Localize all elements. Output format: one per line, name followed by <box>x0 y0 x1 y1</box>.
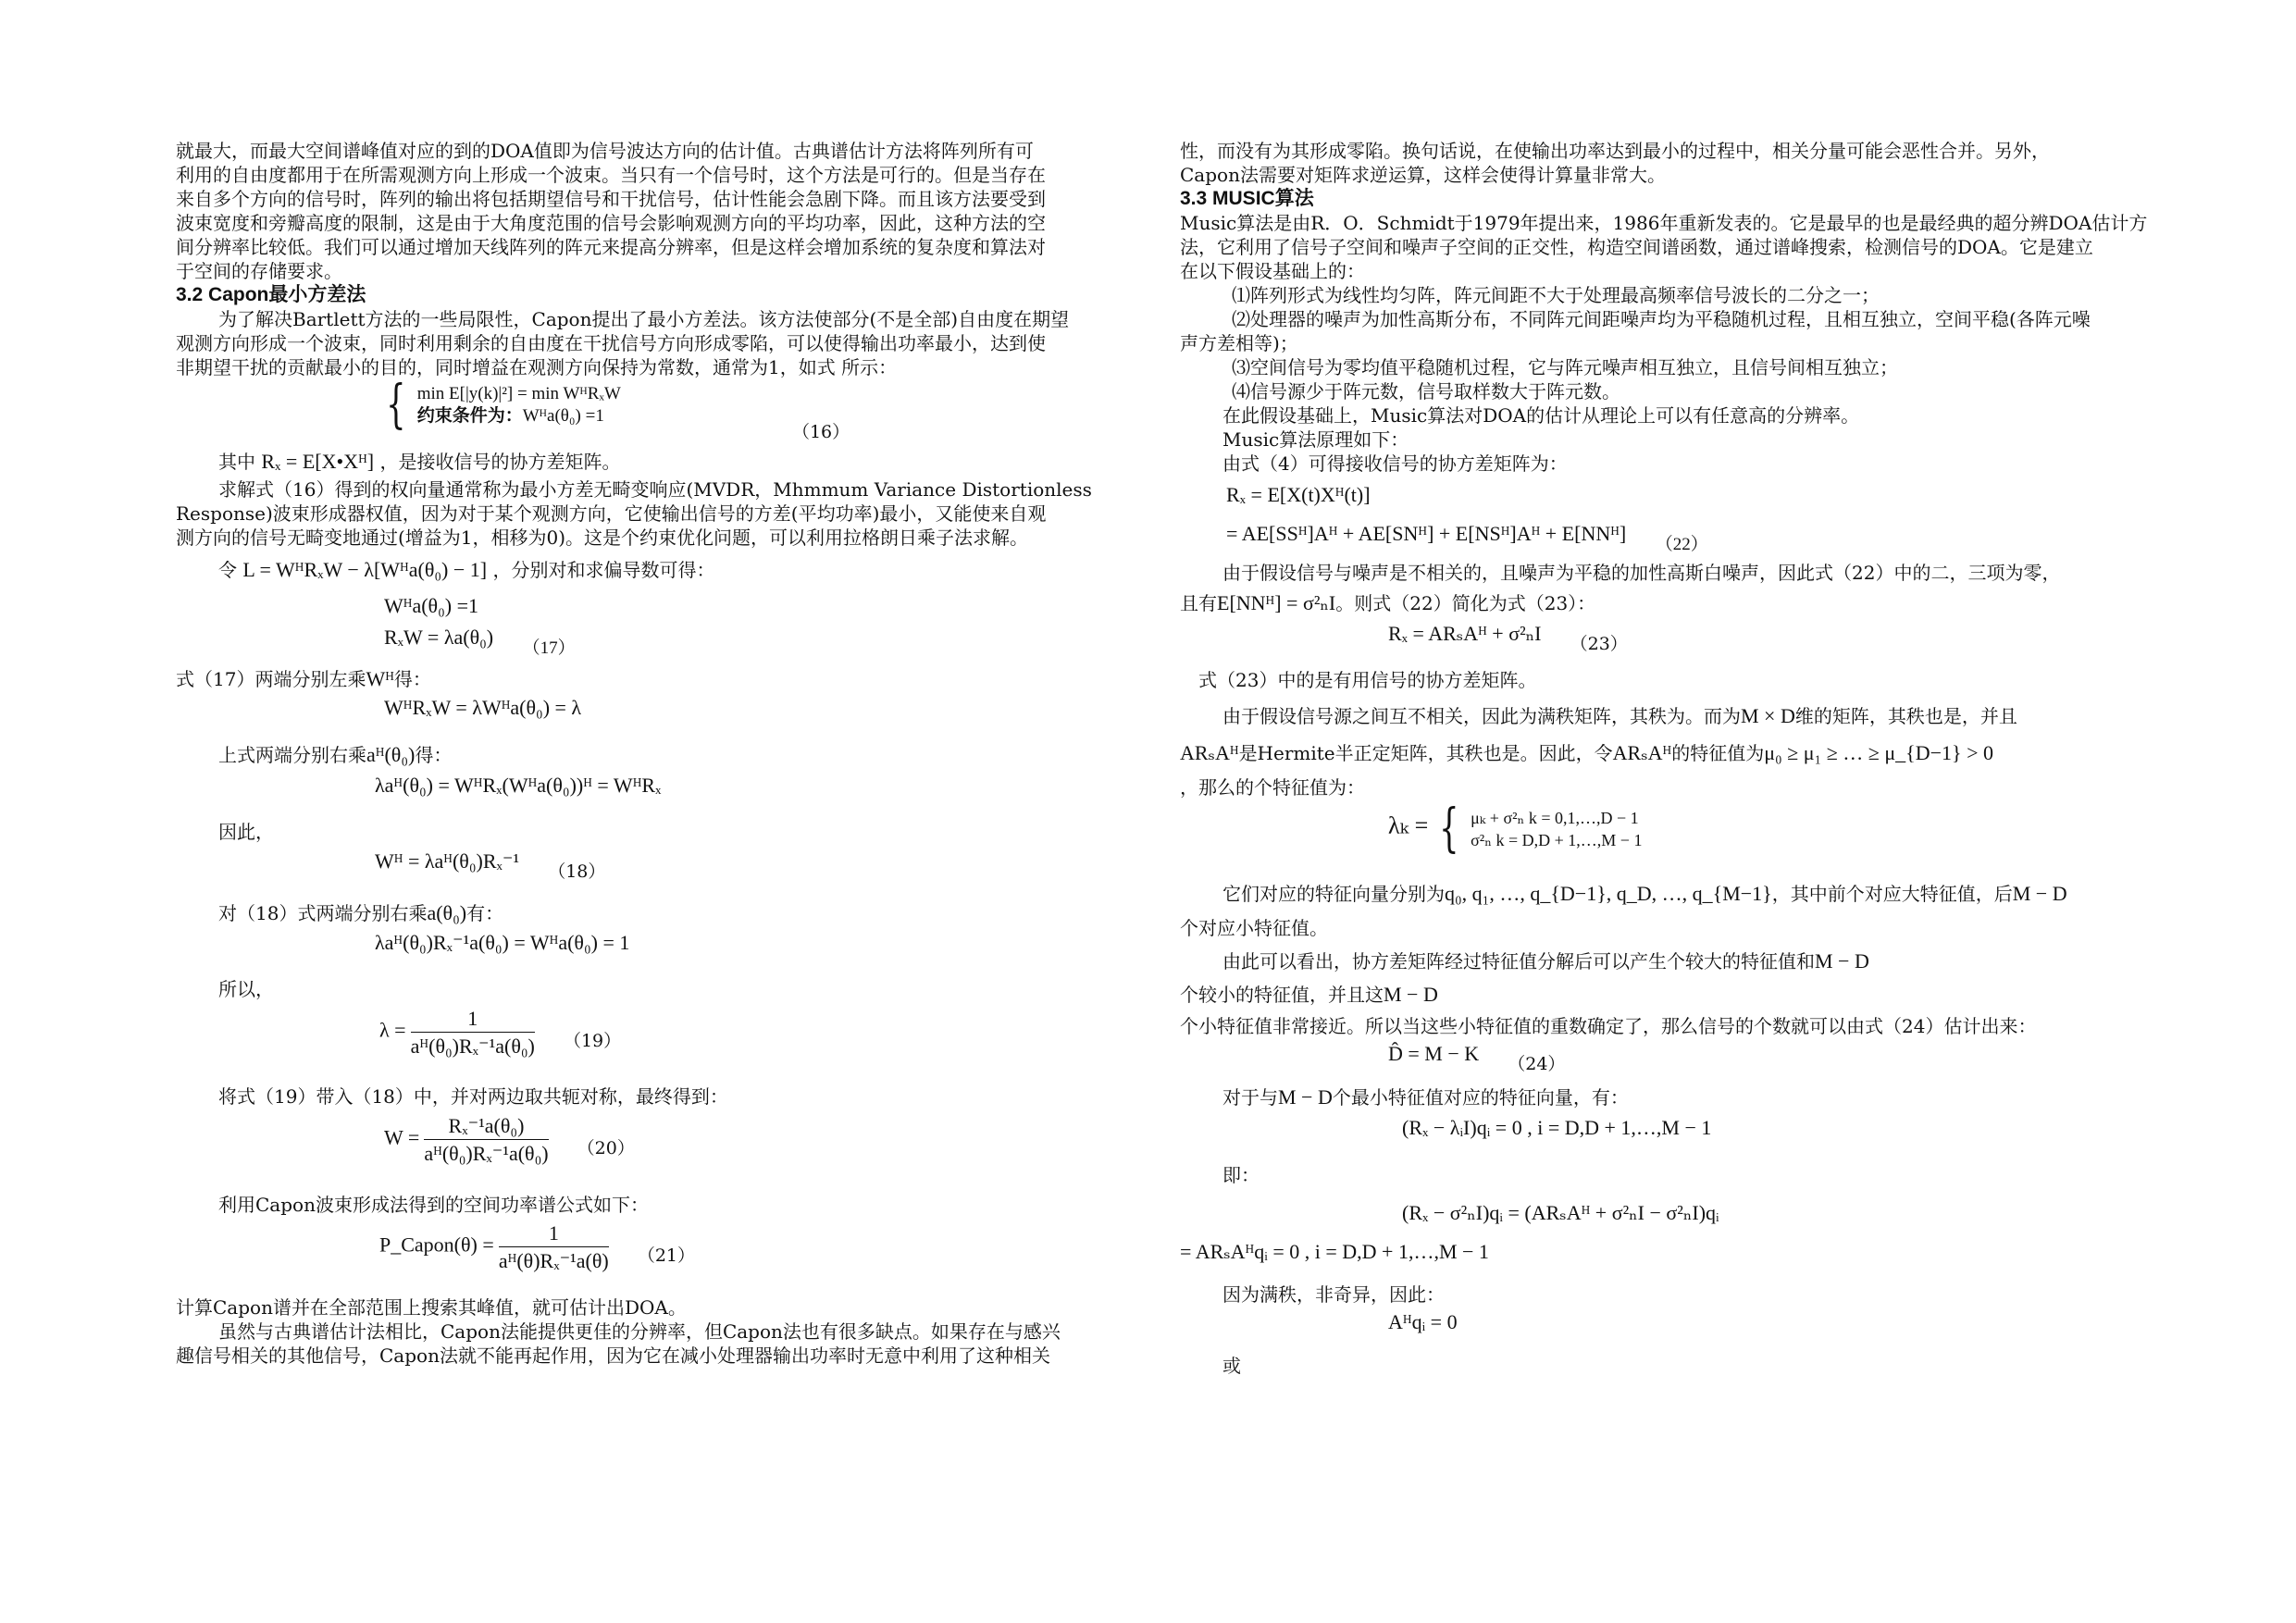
lagrange-equation: L = WᴴRₓW − λ[Wᴴa(θ₀) − 1] <box>242 558 488 581</box>
covariance-equation: Rₓ = E[X•Xᴴ] <box>261 450 375 473</box>
where-prefix: 其中 <box>218 451 255 473</box>
rank-dim: M × D <box>1741 704 1795 727</box>
eq18-multiply-text <box>176 896 1134 931</box>
eigenvalue-intro: ，那么的个特征值为： <box>1180 776 1365 799</box>
left-column <box>176 139 1134 1368</box>
so-text: 所以， <box>218 978 274 1000</box>
section-heading-music: 3.3 MUSIC算法 <box>1180 188 1314 209</box>
eq22-line1: Rₓ = E[X(t)Xᴴ(t)] <box>1226 483 1371 506</box>
eigenvector-prefix: 它们对应的特征向量分别为 <box>1222 883 1445 905</box>
rank-suffix: 维的矩阵，其秩也是，并且 <box>1794 705 2017 727</box>
mvdr-paragraph <box>176 477 1134 550</box>
where-suffix: ，是接收信号的协方差矩阵。 <box>379 451 621 473</box>
hermite-eq2: ARₛAᴴ <box>1612 741 1672 764</box>
eq22-line2: = AE[SSᴴ]Aᴴ + AE[SNᴴ] + E[NSᴴ]Aᴴ + E[NNᴴ] <box>1226 522 1627 545</box>
assumption-line: ⑴阵列形式为线性均匀阵，阵元间距不大于处理最高频率信号波长的二分之一； <box>1232 284 1880 306</box>
capon-closing-paragraph <box>176 1295 1134 1368</box>
right-column <box>1180 139 2148 1384</box>
eq25: (Rₓ − λᵢI)qᵢ = 0 , i = D,D + 1,…,M − 1 <box>1402 1116 1712 1139</box>
music-principle-line: Music算法原理如下： <box>1222 428 1409 451</box>
or-text: 或 <box>1222 1355 1241 1377</box>
decomp-prefix: 由此可以看出，协方差矩阵经过特征值分解后可以产生个较大的特征值和 <box>1222 950 1815 973</box>
music-intro-line: Music算法是由R．O．Schmidt于1979年提出来，1986年重新发表的。它是最早的也是最经典的超分辨DOA估计方 <box>1180 212 2148 234</box>
eq16-line1: min E[|y(k)|²] = min WᴴRₓW <box>416 384 621 403</box>
assumption-line: ⑵处理器的噪声为加性高斯分布，不同阵元间距噪声均为平稳随机过程，且相互独立，空间平稳(各阵元噪 <box>1232 308 2091 330</box>
hermite-mid: 是Hermite半正定矩阵，其秩也是。因此，令 <box>1238 742 1613 764</box>
left-multiply-symbol: Wᴴ <box>366 667 394 690</box>
equation-27 <box>1180 1310 2138 1347</box>
eq18-multiply-symbol: a(θ₀) <box>427 901 467 924</box>
music-intro-paragraph <box>1180 211 2148 283</box>
music-principle-line: 在此假设基础上，Music算法对DOA的估计从理论上可以有任意高的分辨率。 <box>1222 404 1860 427</box>
lagrange-line <box>176 550 1134 590</box>
decomp-md: M − D <box>1815 949 1869 973</box>
left-intro-line: 来自多个方向的信号时，阵列的输出将包括期望信号和干扰信号，估计性能会急剧下降。而且该方法要受到 <box>176 188 1046 210</box>
eq20-number: （20） <box>577 1137 635 1158</box>
capon-closing-line: 计算Capon谱并在全部范围上搜索其峰值，就可估计出DOA。 <box>176 1296 687 1319</box>
capon-intro-paragraph <box>176 307 1134 379</box>
left-intro-line: 间分辨率比较低。我们可以通过增加天线阵列的阵元来提高分辨率，但是这样会增加系统的复杂度和算法对 <box>176 236 1046 258</box>
lagrange-prefix: 令 <box>218 559 237 581</box>
left-intro-line: 波束宽度和旁瓣高度的限制，这是由于大角度范围的信号会影响观测方向的平均功率，因此，这种方法的空 <box>176 212 1046 234</box>
eq21-denominator: aᴴ(θ)Rₓ⁻¹a(θ) <box>498 1249 609 1272</box>
assumptions-list <box>1180 283 2138 403</box>
multiplicity-text: 个小特征值非常接近。所以当这些小特征值的重数确定了，那么信号的个数就可以由式（24）估计出来： <box>1180 1015 2037 1037</box>
eigen-order: μ₀ ≥ μ₁ ≥ … ≥ μ_{D−1} > 0 <box>1764 741 1993 764</box>
eq17-line1: Wᴴa(θ₀) =1 <box>384 594 478 617</box>
eq17-number: （17） <box>522 638 576 658</box>
mvdr-line: 测方向的信号无畸变地通过(增益为1，相移为0)。这是个约束优化问题，可以利用拉格朗日乘子法求解。 <box>176 527 1029 549</box>
eigenvector-mid: ，其中前个对应大特征值，后 <box>1771 883 2013 905</box>
eq18-multiply-suffix: 有： <box>466 902 504 924</box>
music-principle-paragraph <box>1180 403 2138 476</box>
small-eigen-prefix: 个较小的特征值，并且这 <box>1180 984 1384 1006</box>
equation-26 <box>1180 1194 2138 1279</box>
assumption-line: 声方差相等)； <box>1180 332 1298 354</box>
right-multiply-symbol: aᴴ(θ₀) <box>366 743 416 766</box>
capon-closing-line: 虽然与古典谱估计法相比，Capon法能提供更佳的分辨率，但Capon法也有很多缺点。如果存在与感兴 <box>218 1320 1061 1343</box>
lambda-k-lhs: λₖ = <box>1388 812 1429 839</box>
equation-18 <box>176 849 1134 896</box>
thus-text: 因此， <box>218 821 274 843</box>
substitute-text: 将式（19）带入（18）中，并对两边取共轭对称，最终得到： <box>218 1085 728 1108</box>
eq21-lhs: P_Capon(θ) = <box>379 1233 494 1257</box>
equation-lambda-k: λₖ = { μₖ + σ²ₙ k = 0,1,…,D − 1 σ²ₙ k = D,D + 1,…,M − 1 <box>1388 799 1643 859</box>
eq19-denominator: aᴴ(θ₀)Rₓ⁻¹a(θ₀) <box>410 1035 535 1058</box>
eq19-numerator: 1 <box>411 1007 535 1033</box>
left-multiply-text <box>176 663 1134 696</box>
right-multiply-prefix: 上式两端分别右乘 <box>218 744 366 766</box>
eq18: Wᴴ = λaᴴ(θ₀)Rₓ⁻¹ <box>375 849 520 873</box>
ie-text: 即： <box>1222 1164 1260 1186</box>
eq23-number: （23） <box>1570 634 1628 654</box>
rank-prefix: 由于假设信号源之间互不相关，因此为满秩矩阵，其秩为。而为 <box>1222 705 1741 727</box>
eq21-numerator: 1 <box>499 1221 609 1247</box>
eq19-lhs: λ = <box>379 1018 406 1042</box>
uncorrelated-text: 由于假设信号与噪声是不相关的，且噪声为平稳的加性高斯白噪声，因此式（22）中的二，三项为零， <box>1222 562 2061 584</box>
equation-25 <box>1180 1116 2138 1157</box>
small-eigen-md: M − D <box>1384 983 1438 1006</box>
noise-equation: E[NNᴴ] = σ²ₙI <box>1217 591 1336 614</box>
equation-20 <box>176 1114 1134 1188</box>
eq27: Aᴴqᵢ = 0 <box>1388 1310 1458 1333</box>
eq-lambda-ah: λaᴴ(θ₀) = WᴴRₓ(Wᴴa(θ₀))ᴴ = WᴴRₓ <box>375 774 662 797</box>
right-intro-line: 性，而没有为其形成零陷。换句话说，在使输出功率达到最小的过程中，相关分量可能会恶性合并。另外， <box>1180 140 2050 162</box>
capon-intro-line: 为了解决Bartlett方法的一些局限性，Capon提出了最小方差法。该方法使部分(不是全部)自由度在期望 <box>218 308 1070 330</box>
min-eigen-suffix: 个最小特征值对应的特征向量，有： <box>1332 1086 1629 1109</box>
right-intro-paragraph <box>1180 139 2138 187</box>
eq23-text: 式（23）中的是有用信号的协方差矩阵。 <box>1198 669 1537 691</box>
equation-whrw <box>176 696 1134 737</box>
hermite-mid2: 的特征值为 <box>1671 742 1765 764</box>
music-intro-line: 法，它利用了信号子空间和噪声子空间的正交性，构造空间谱函数，通过谱峰搜索，检测信号的DOA。它是建立 <box>1180 236 2093 258</box>
music-intro-line: 在以下假设基础上的： <box>1180 260 1365 282</box>
eq16-number: （16） <box>791 421 850 442</box>
full-rank-text: 因为满秩，非奇异，因此： <box>1222 1283 1445 1306</box>
eq18-number: （18） <box>548 861 606 882</box>
small-eigen-line <box>1180 979 2138 1010</box>
small-eigen-text: 个对应小特征值。 <box>1180 917 1328 939</box>
equation-lambda-ah <box>176 774 1134 814</box>
equation-23 <box>1180 622 2138 663</box>
mvdr-line: Response)波束形成器权值，因为对于某个观测方向，它使输出信号的方差(平均功率)最小，又能使来自观 <box>176 502 1047 525</box>
eq20-lhs: W = <box>384 1125 420 1149</box>
noise-prefix: 且有 <box>1180 592 1217 614</box>
noise-suffix: 。则式（22）简化为式（23）： <box>1335 592 1596 614</box>
hermite-eq1: ARₛAᴴ <box>1180 741 1239 764</box>
rank-line <box>1180 698 2138 735</box>
eq17-line2: RₓW = λa(θ₀) <box>384 626 494 649</box>
eq16-constraint-label: 约束条件为： <box>416 406 523 426</box>
lambda-case1: μₖ + σ²ₙ k = 0,1,…,D − 1 <box>1471 809 1639 827</box>
eq18-multiply-prefix: 对（18）式两端分别右乘 <box>218 902 428 924</box>
capon-intro-line: 观测方向形成一个波束，同时利用剩余的自由度在干扰信号方向形成零陷，可以使得输出功率最小，达到使 <box>176 332 1046 354</box>
min-eigen-line <box>1180 1079 2138 1116</box>
left-intro-paragraph <box>176 139 1134 283</box>
decomposition-line <box>1180 944 2138 979</box>
left-multiply-suffix: 得： <box>393 668 431 690</box>
left-multiply-prefix: 式（17）两端分别左乘 <box>176 668 366 690</box>
left-intro-line: 于空间的存储要求。 <box>176 260 342 282</box>
eigenvector-line <box>1180 875 2138 912</box>
section-heading-capon: 3.2 Capon最小方差法 <box>176 284 366 305</box>
equation-16: { min E[|y(k)|²] = min WᴴRₓW 约束条件为：Wᴴa(θ₀) =1 （16） <box>386 375 850 442</box>
equation-21 <box>176 1221 1134 1295</box>
eq23: Rₓ = ARₛAᴴ + σ²ₙI <box>1388 622 1542 645</box>
hermite-line <box>1180 735 2138 772</box>
equation-19 <box>176 1007 1134 1079</box>
equation-lambda-c <box>176 931 1134 972</box>
eigenvector-md: M − D <box>2012 882 2067 905</box>
right-intro-line: Capon法需要对矩阵求逆运算，这样会使得计算量非常大。 <box>1180 164 1666 186</box>
eq20-denominator: aᴴ(θ₀)Rₓ⁻¹a(θ₀) <box>424 1142 549 1165</box>
equation-24 <box>1180 1042 2138 1079</box>
assumption-line: ⑶空间信号为零均值平稳随机过程，它与阵元噪声相互独立，且信号间相互独立； <box>1232 356 1898 378</box>
eq19-number: （19） <box>563 1030 622 1051</box>
min-eigen-md: M − D <box>1278 1085 1333 1109</box>
eq24: D̂ = M − K <box>1388 1042 1480 1065</box>
eq26-line2: = ARₛAᴴqᵢ = 0 , i = D,D + 1,…,M − 1 <box>1180 1240 1489 1263</box>
left-intro-line: 利用的自由度都用于在所需观测方向上形成一个波束。当只有一个信号时，这个方法是可行的。但是当存在 <box>176 164 1046 186</box>
assumption-line: ⑷信号源少于阵元数，信号取样数大于阵元数。 <box>1232 380 1620 403</box>
capon-intro-line: 非期望干扰的贡献最小的目的，同时增益在观测方向保持为常数，通常为1，如式 所示： <box>176 356 898 378</box>
eq-lambda-c: λaᴴ(θ₀)Rₓ⁻¹a(θ₀) = Wᴴa(θ₀) = 1 <box>375 931 630 954</box>
spectrum-text: 利用Capon波束形成法得到的空间功率谱公式如下： <box>218 1194 649 1216</box>
eq22-number: （22） <box>1655 535 1708 554</box>
equation-22 <box>1180 476 2138 561</box>
lambda-case2: σ²ₙ k = D,D + 1,…,M − 1 <box>1471 831 1643 849</box>
left-intro-line: 就最大，而最大空间谱峰值对应的到的DOA值即为信号波达方向的估计值。古典谱估计方法将阵列所有可 <box>176 140 1034 162</box>
capon-closing-line: 趣信号相关的其他信号，Capon法就不能再起作用，因为它在减小处理器输出功率时无意中利用了这种相关 <box>176 1344 1050 1367</box>
eq16-line2: Wᴴa(θ₀) =1 <box>522 406 604 426</box>
eigenvector-list: q₀, q₁, …, q_{D−1}, q_D, …, q_{M−1} <box>1445 882 1772 905</box>
right-multiply-suffix: 得： <box>415 744 453 766</box>
right-multiply-text <box>176 737 1134 774</box>
eq26-line1: (Rₓ − σ²ₙI)qᵢ = (ARₛAᴴ + σ²ₙI − σ²ₙI)qᵢ <box>1402 1201 1719 1224</box>
covariance-definition-line <box>176 446 1134 477</box>
eq-whrw: WᴴRₓW = λWᴴa(θ₀) = λ <box>384 696 582 719</box>
mvdr-line: 求解式（16）得到的权向量通常称为最小方差无畸变响应(MVDR，Mhmmum Variance Distortionless <box>218 478 1092 501</box>
music-principle-line: 由式（4）可得接收信号的协方差矩阵为： <box>1222 452 1568 475</box>
eq24-number: （24） <box>1508 1054 1566 1074</box>
equation-17 <box>176 590 1134 663</box>
eq20-numerator: Rₓ⁻¹a(θ₀) <box>424 1114 548 1140</box>
lagrange-suffix: ，分别对和求偏导数可得： <box>492 559 715 581</box>
noise-covariance-line <box>1180 585 2138 622</box>
eq21-number: （21） <box>637 1245 696 1266</box>
min-eigen-prefix: 对于与 <box>1222 1086 1278 1109</box>
